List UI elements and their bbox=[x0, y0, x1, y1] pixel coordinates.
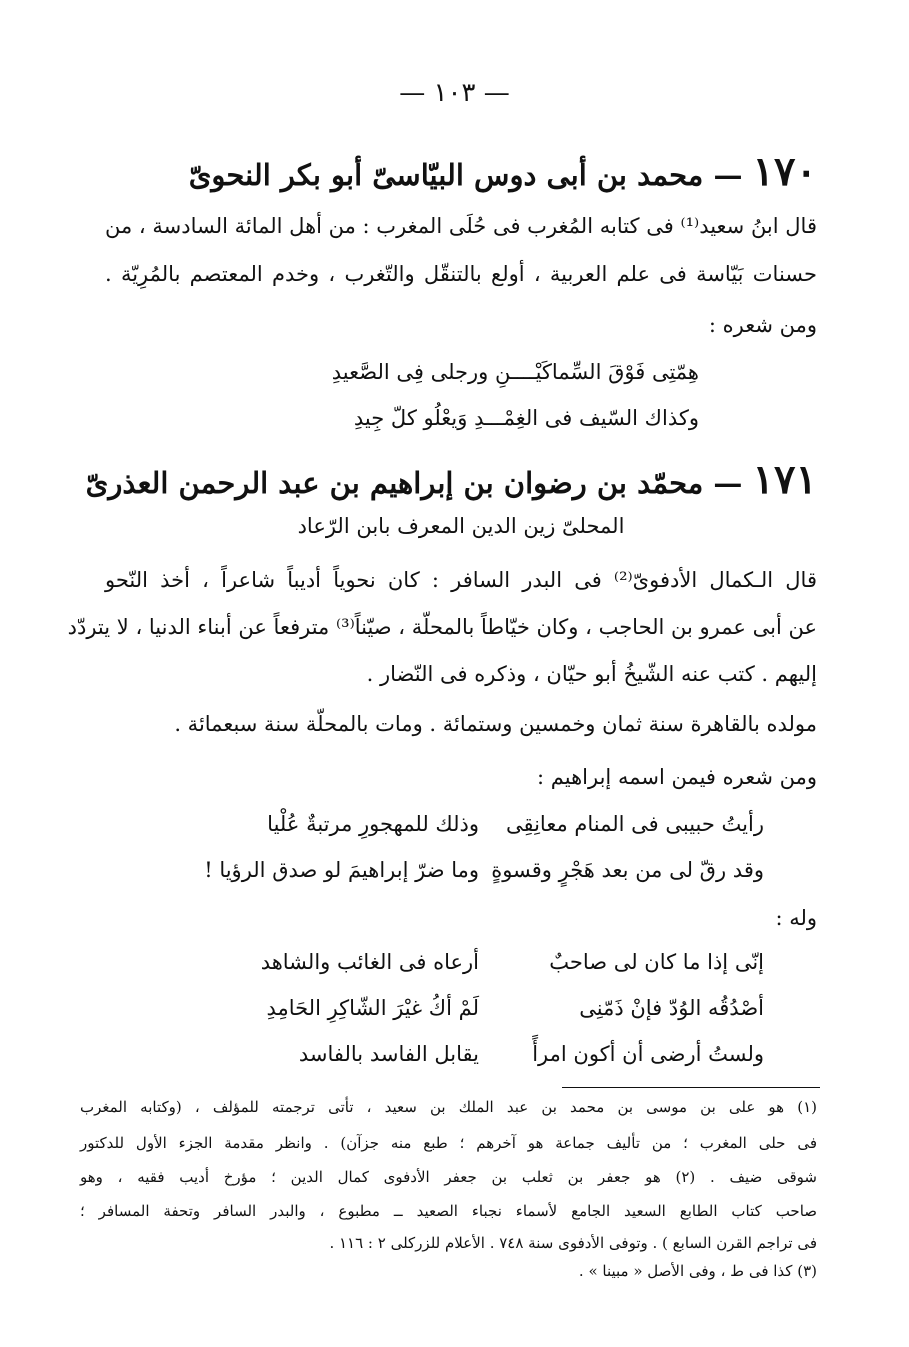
entry-170-line-2: حسنات بَيّاسة فى علم العربية ، أولع بالتنقّل والتّغرب ، وخدم المعتصم بالمُرِيّة . bbox=[105, 262, 817, 286]
footnote-line-4: صاحب كتاب الطابع السعيد الجامع لأسماء نجباء الصعيد ــ مطبوع ، والبدر السافر وتحفة المسافر ؛ bbox=[80, 1202, 817, 1220]
entry-170-line-1: قال ابنُ سعيد⁽¹⁾ فى كتابه المُغرب فى حُلَى المغرب : من أهل المائة السادسة ، من bbox=[105, 214, 817, 238]
verse-4-left: لَمْ أكُ غيْرَ الشّاكِرِ الحَامِدِ bbox=[266, 996, 479, 1020]
entry-170-number: ١٧٠ bbox=[752, 148, 817, 195]
footnote-line-3: شوقى ضيف . (٢) هو جعفر بن ثعلب بن جعفر الأدفوى كمال الدين ؛ مؤرخ أديب فقيه ، وهو bbox=[80, 1168, 817, 1186]
entry-171-line-2: عن أبى عمرو بن الحاجب ، وكان خيّاطاً بالمحلّة ، صيّناً⁽³⁾ مترفعاً عن أبناء الدنيا ، لا يتردّد bbox=[67, 615, 817, 639]
entry-171-number: ١٧١ bbox=[752, 456, 817, 503]
entry-171-line-4: مولده بالقاهرة سنة ثمان وخمسين وستمائة . ومات بالمحلّة سنة سبعمائة . bbox=[174, 712, 817, 736]
entry-170-heading bbox=[105, 148, 817, 195]
footnote-line-5: فى تراجم القرن السابع ) . وتوفى الأدفوى سنة ٧٤٨ . الأعلام للزركلى ٢ : ١١٦ . bbox=[329, 1234, 817, 1252]
verse-2-right: وقد رقّ لى من بعد هَجْرٍ وقسوةٍ bbox=[491, 858, 764, 882]
entry-171-line-5: ومن شعره فيمن اسمه إبراهيم : bbox=[537, 765, 817, 789]
verse-5-left: يقابل الفاسد بالفاسد bbox=[298, 1042, 479, 1066]
entry-171-subtitle: المحلىّ زين الدين المعرف بابن الرّعاد bbox=[297, 514, 625, 538]
entry-170-title: — محمد بن أبى دوس البيّاسىّ أبو بكر النحوىّ bbox=[188, 158, 743, 192]
verse-1-left: وذلك للمهجورِ مرتبةٌ عُلْيا bbox=[267, 812, 479, 836]
verse-2-left: وما ضرّ إبراهيمَ لو صدق الرؤيا ! bbox=[204, 858, 479, 882]
footnote-line-1: (١) هو على بن موسى بن محمد بن عبد الملك بن سعيد ، تأتى ترجمته للمؤلف ، (وكتابه المغرب bbox=[80, 1098, 817, 1116]
verse-3-left: أرعاه فى الغائب والشاهد bbox=[260, 950, 479, 974]
verse-1-right: رأيتُ حبيبى فى المنام معانِقِى bbox=[505, 812, 764, 836]
entry-171-heading bbox=[85, 456, 817, 503]
wa-lahu: وله : bbox=[775, 906, 817, 930]
entry-170-line-3: ومن شعره : bbox=[708, 313, 817, 337]
entry-171-title: — محمّد بن رضوان بن إبراهيم بن عبد الرحمن العذرىّ bbox=[85, 466, 743, 500]
verse-4-right: أصْدُقُه الوُدّ فإنْ ذَمّنِى bbox=[579, 996, 764, 1020]
verse-5-right: ولستُ أرضى أن أكون امرأً bbox=[532, 1042, 764, 1066]
page-number: — ١٠٣ — bbox=[399, 78, 510, 108]
entry-170-verse-1: هِمّتِى فَوْقَ السِّماكَيْــــنِ ورجلى فِى الصَّعيدِ bbox=[331, 360, 699, 384]
entry-170-verse-2: وكذاك السّيف فى الغِمْـــدِ وَيعْلُو كلّ جِيدِ bbox=[353, 406, 699, 430]
footnote-divider bbox=[562, 1087, 820, 1088]
footnote-line-6: (٣) كذا فى ط ، وفى الأصل « مبينا » . bbox=[578, 1262, 817, 1280]
verse-3-right: إنّى إذا ما كان لى صاحبٌ bbox=[549, 950, 764, 974]
footnote-line-2: فى حلى المغرب ؛ من تأليف جماعة هو آخرهم ؛ طبع منه جزآن) . وانظر مقدمة الجزء الأول للدكتور bbox=[80, 1134, 817, 1152]
entry-171-line-3: إليهم . كتب عنه الشّيخُ أبو حيّان ، وذكره فى النّضار . bbox=[366, 662, 817, 686]
entry-171-line-1: قال الـكمال الأدفوىّ⁽²⁾ فى البدر السافر : كان نحوياً أديباً شاعراً ، أخذ النّحو bbox=[105, 568, 817, 592]
